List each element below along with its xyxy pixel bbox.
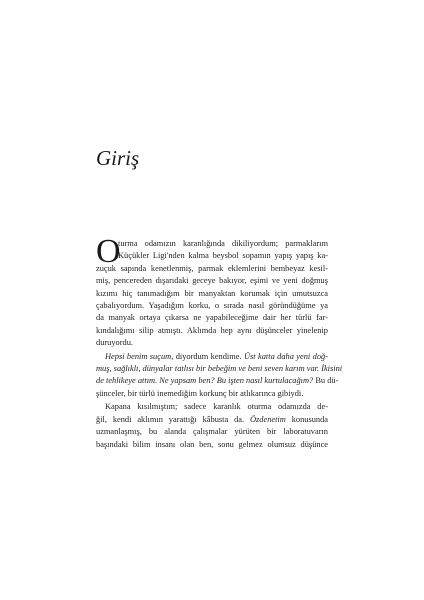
text-line xyxy=(96,351,328,363)
text-line: Kapana kısılmıştım; sadece karanlık oturma odamızda de- xyxy=(105,402,328,412)
text-run: ğil, kendi aklımın yarattığı kâbusta da. xyxy=(96,414,250,424)
text-line: duruyordu. xyxy=(96,338,133,348)
text-line: Küçükler Ligi'nden kalma beysbol sopamın yapış yapış ka- xyxy=(118,251,328,261)
text-line xyxy=(96,414,328,426)
chapter-title: Giriş xyxy=(96,146,140,170)
text-line: şünceler, bir türlü inemediğim korkunç bir atlıkarınca gibiydi. xyxy=(96,388,304,398)
drop-cap: O xyxy=(96,233,121,270)
text-line: başındaki bilim insanı olan ben, sonu gelmez olumsuz düşünce xyxy=(96,439,328,449)
italic-run: Özdenetim xyxy=(249,414,286,424)
text-line: kındalığımı silip atmıştı. Aklımda hep aynı düşünceler yinelenip xyxy=(96,325,328,335)
italic-run: muş, sağlıklı, dünyalar tatlısı bir bebeğim ve beni seven karım var. İkisini xyxy=(96,364,343,374)
text-line: turma odamızın karanlığında dikiliyordum; parmaklarım xyxy=(118,239,328,248)
text-line: zuçuk sapında kenetlenmiş, parmak eklemlerini bembeyaz kesil- xyxy=(96,263,328,273)
text-line: miş, pencereden dışarıdaki geceye bakıyor, eşimi ve yeni doğmuş xyxy=(96,276,328,286)
text-line: kızımı hiç tanımadığım bir manyaktan korumak için umutsuzca xyxy=(96,288,328,298)
text-line: da manyak ortaya çıkarsa ne yapabileceğime dair her türlü far- xyxy=(96,313,328,323)
text-run: konusunda xyxy=(285,414,328,424)
text-line: çabalıyordum. Yaşadığım korku, o sırada nasıl göründüğüme ya xyxy=(96,300,328,310)
text-line xyxy=(96,363,343,375)
text-run: Bu dü- xyxy=(313,376,339,386)
italic-run: Hepsi benim suçum, xyxy=(105,351,174,361)
body-text xyxy=(96,233,343,451)
italic-run: de tehlikeye attım. Ne yapsam ben? Bu işten nasıl kurtulacağım? xyxy=(96,376,314,386)
text-run: diyordum kendime. xyxy=(173,351,244,361)
text-line: uzmanlaşmış, bu alanda çalışmalar yürüten bir laboratuvarın xyxy=(96,427,328,437)
italic-run: Üst katta daha yeni doğ- xyxy=(243,351,328,361)
text-line xyxy=(96,375,339,387)
